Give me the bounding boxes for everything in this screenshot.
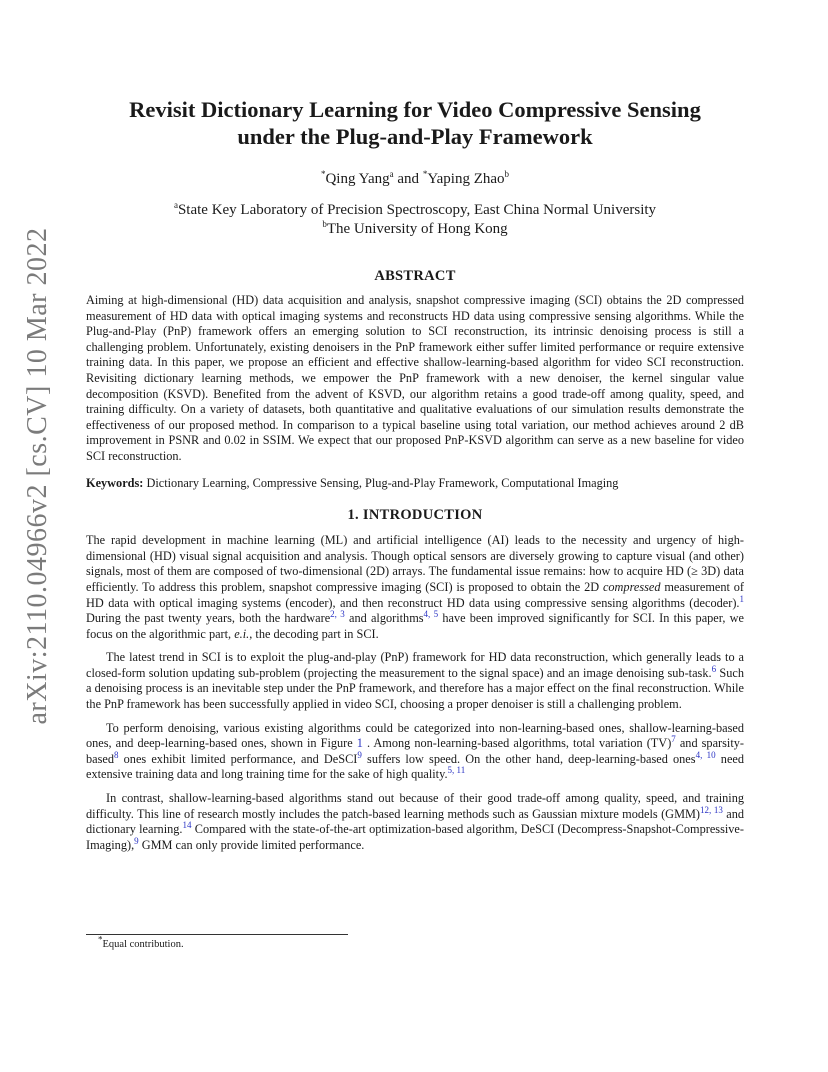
citation-link[interactable]: 5, 11 — [447, 765, 466, 776]
keywords-line — [86, 476, 744, 492]
affiliation-text: State Key Laboratory of Precision Spectroscopy, East China Normal University — [177, 202, 657, 218]
arxiv-stamp — [22, 227, 54, 725]
paragraph-text: suffers low speed. On the other hand, deep-learning-based ones — [361, 751, 696, 766]
title-line-1: Revisit Dictionary Learning for Video Compressive Sensing — [129, 97, 701, 122]
figure-link[interactable]: 1 — [356, 736, 363, 751]
affiliation-b — [86, 220, 744, 239]
paragraph-text: The rapid development in machine learning (ML) and artificial intelligence (AI) leads to the necessity and urgency of high-dimensional (HD) visual signal acquisition and analysis. Though optical sensors are diversely growing to capture visual (and other) signals, most of them are composed of two-dimensional (2D) arrays. The fundamental issue remains: how to acquire HD (≥ 3D) data efficiently. To address this problem, snapshot compressive imaging (SCI) is proposed to obtain the 2D — [86, 533, 744, 594]
citation-link[interactable]: 1 — [739, 593, 744, 604]
paragraph-text: and dictionary learning. — [86, 806, 745, 837]
affiliation-list — [86, 201, 744, 239]
citation-link[interactable]: 9 — [357, 749, 362, 760]
paragraph-text: , the decoding part in SCI. — [249, 626, 379, 641]
paragraph-text: GMM can only provide limited performance. — [138, 837, 365, 852]
citation-link[interactable]: 4, 10 — [695, 749, 716, 760]
citation-link[interactable]: 12, 13 — [700, 804, 723, 815]
paragraph-text: Such a denoising process is an inevitable step under the PnP framework, and therefore has a major effect on the final reconstruction. While the PnP framework has been successfully applied in video SCI, choosing a proper denoiser is still a challenging problem. — [86, 665, 744, 712]
title-line-2: under the Plug-and-Play Framework — [237, 124, 593, 149]
author-list — [86, 170, 744, 188]
paragraph-text: measurement of HD data with optical imaging systems (encoder), and then reconstruct HD data using compressive sensing algorithms (decoder). — [86, 579, 744, 610]
affiliation-text: The University of Hong Kong — [326, 221, 508, 237]
abstract-heading: ABSTRACT — [374, 268, 456, 284]
paragraph-text: and algorithms — [344, 611, 424, 626]
paper-content — [86, 96, 744, 861]
paragraph-text: The latest trend in SCI is to exploit the plug-and-play (PnP) framework for HD data reconstruction, which generally leads to a closed-form solution updating sub-problem (projecting the measurement to the signal space) and an image denoising sub-task. — [86, 650, 744, 680]
affiliation-superscript: a — [389, 169, 394, 179]
footnote-text: Equal contribution. — [102, 939, 184, 950]
affiliation-a — [86, 201, 744, 220]
citation-link[interactable]: 8 — [114, 749, 119, 760]
citation-link[interactable]: 4, 5 — [423, 609, 439, 619]
author-conjunction: and — [393, 171, 423, 187]
footnote — [98, 934, 184, 950]
citation-link[interactable]: 14 — [182, 820, 192, 831]
citation-link[interactable]: 6 — [711, 663, 717, 674]
affiliation-superscript: b — [504, 169, 510, 179]
author-name: Yaping Zhao — [427, 171, 505, 187]
affiliation-superscript: a — [173, 200, 178, 210]
abstract-body: Aiming at high-dimensional (HD) data acquisition and analysis, snapshot compressive imaging (SCI) obtains the 2D compressed measurement of HD data with optical imaging systems and reconstructs HD data using compressive sensing algorithms. While the Plug-and-Play (PnP) framework offers an emerging solution to SCI reconstruction, its intrinsic denoising process is still a challenging problem. Unfortunately, existing denoisers in the PnP framework either suffer limited performance or require extensive training data. In this paper, we propose an efficient and effective shallow-learning-based algorithm for video SCI reconstruction. Revisiting dictionary learning methods, we empower the PnP framework with a new denoiser, the kernel singular value decomposition (KSVD). Benefited from the advent of KSVD, our algorithm retains a good trade-off among quality, speed, and training difficulty. On a variety of datasets, both quantitative and qualitative evaluations of our simulation results demonstrate the effectiveness of our proposed method. In comparison to a typical baseline using total variation, our method achieves around 2 dB improvement in PSNR and 0.02 in SSIM. We expect that our proposed PnP-KSVD algorithm can serve as a new baseline for video SCI reconstruction. — [86, 293, 744, 463]
equal-contribution-mark: * — [320, 169, 326, 179]
footnote-mark: * — [98, 934, 103, 945]
citation-link[interactable]: 9 — [134, 835, 139, 846]
affiliation-superscript: b — [322, 219, 327, 229]
arxiv-identifier: arXiv:2110.04966v2 [cs.CV] 10 Mar 2022 — [22, 227, 53, 725]
paragraph-text: In contrast, shallow-learning-based algorithms stand out because of their good trade-off among quality, speed, and training difficulty. This line of research mostly includes the patch-based learning methods such as Gaussian mixture models (GMM) — [86, 791, 744, 821]
paragraph-text: need extensive training data and long training time for the sake of high quality. — [86, 751, 745, 782]
footnote-divider — [86, 934, 348, 935]
citation-link[interactable]: 2, 3 — [330, 609, 345, 619]
intro-paragraph-2 — [86, 650, 744, 712]
keywords-text: Dictionary Learning, Compressive Sensing, Plug-and-Play Framework, Computational Imaging — [143, 475, 619, 490]
keywords-label: Keywords: — [86, 475, 144, 490]
paragraph-text: . Among non-learning-based algorithms, total variation (TV) — [362, 736, 672, 751]
paragraph-text: To perform denoising, various existing algorithms could be categorized into non-learning-based ones, shallow-learning-based ones, and deep-learning-based ones, shown in Figure — [86, 720, 744, 751]
emphasis-text: e.i. — [234, 626, 250, 641]
equal-contribution-mark: * — [422, 169, 428, 179]
citation-link[interactable]: 7 — [671, 734, 676, 745]
intro-paragraph-1 — [86, 533, 744, 642]
paragraph-text: ones exhibit limited performance, and DeSCI — [118, 751, 358, 766]
paragraph-text: Compared with the state-of-the-art optimization-based algorithm, DeSCI (Decompress-Snapshot-Compressive-Imaging), — [86, 822, 744, 852]
intro-paragraph-4 — [86, 791, 744, 853]
paragraph-text: During the past twenty years, both the hardware — [86, 611, 331, 626]
paragraph-text: and sparsity-based — [86, 736, 744, 766]
emphasis-text: compressed — [602, 579, 661, 594]
paper-title — [86, 96, 744, 150]
author-name: Qing Yang — [325, 171, 390, 187]
paragraph-text: have been improved significantly for SCI. In this paper, we focus on the algorithmic part, — [86, 611, 744, 641]
intro-paragraph-3 — [86, 721, 744, 783]
introduction-heading: 1. INTRODUCTION — [347, 507, 483, 524]
